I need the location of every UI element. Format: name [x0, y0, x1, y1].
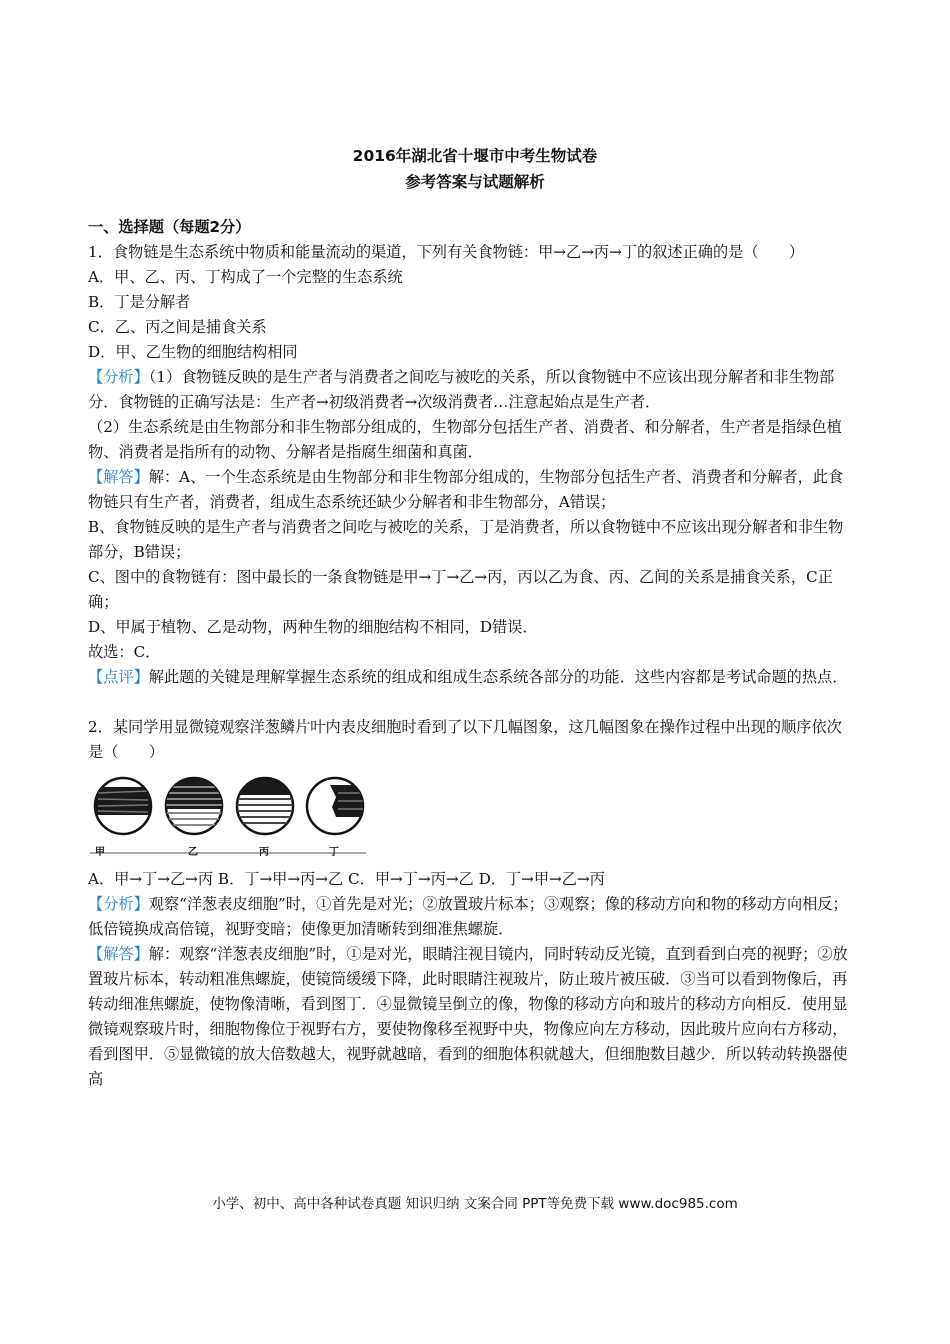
question-1-option-b: B．丁是分解者	[88, 293, 191, 311]
answer-text-a: 解：A、一个生态系统是由生物部分和非生物部分组成的，生物部分包括生产者、消费者和分解者，此食物链只有生产者，消费者，组成生态系统还缺少分解者和非生物部分，A错误；	[88, 468, 844, 511]
figure-label-2: 乙	[188, 847, 198, 858]
question-1-answer-d: D、甲属于植物、乙是动物，两种生物的细胞结构不相同，D错误．	[88, 618, 538, 636]
comment-tag: 【点评】	[88, 668, 149, 686]
question-1-choice: 故选：C．	[88, 643, 161, 661]
question-2-answer	[88, 942, 854, 1092]
spacer	[88, 690, 854, 715]
question-1-analysis	[88, 365, 854, 415]
question-2-stem: 2．某同学用显微镜观察洋葱鳞片叶内表皮细胞时看到了以下几幅图象，这几幅图象在操作过程中出现的顺序依次是（ ）	[88, 718, 842, 761]
question-1-option-a: A．甲、乙、丙、丁构成了一个完整的生态系统	[88, 268, 403, 286]
analysis-tag: 【分析】	[88, 368, 149, 386]
microscope-views-image	[90, 773, 366, 859]
figure-label-1: 甲	[95, 847, 105, 858]
question-1-analysis-2: （2）生态系统是由生物部分和非生物部分组成的，生物部分包括生产者、消费者、和分解者，生产者是指绿色植物、消费者是指所有的动物、分解者是指腐生细菌和真菌．	[88, 418, 842, 461]
question-1-answer-b: B、食物链反映的是生产者与消费者之间吃与被吃的关系，丁是消费者，所以食物链中不应该出现分解者和非生物部分，B错误；	[88, 518, 844, 561]
page-subtitle: 参考答案与试题解析	[405, 173, 545, 191]
microscope-figure	[90, 773, 366, 859]
question-1-option-c: C．乙、丙之间是捕食关系	[88, 318, 267, 336]
comment-text: 解此题的关键是理解掌握生态系统的组成和组成生态系统各部分的功能．这些内容都是考试命题的热点．	[148, 668, 848, 686]
page-footer: 小学、初中、高中各种试卷真题 知识归纳 文案合同 PPT等免费下载 www.doc985.com	[212, 1196, 738, 1212]
answer-text-2: 解：观察“洋葱表皮细胞”时，①是对光，眼睛注视目镜内，同时转动反光镜，直到看到白亮的视野；②放置玻片标本，转动粗准焦螺旋，使镜筒缓缓下降，此时眼睛注视玻片，防止玻片被压破．③当可以看到物像后，再转动细准焦螺旋，使物像清晰，看到图丁．④显微镜呈倒立的像，物像的移动方向和玻片的移动方向相反．使用显微镜观察玻片时，细胞物像位于视野右方，要使物像移至视野中央，物像应向左方移动，因此玻片应向右方移动，看到图甲．⑤显微镜的放大倍数越大，视野就越暗，看到的细胞体积就越大，但细胞数目越少．所以转动转换器使高	[88, 945, 848, 1088]
question-1-option-d: D．甲、乙生物的细胞结构相同	[88, 343, 298, 361]
question-2-analysis	[88, 892, 854, 942]
answer-tag: 【解答】	[88, 468, 149, 486]
question-1-answer-c: C、图中的食物链有：图中最长的一条食物链是甲→丁→乙→丙，丙以乙为食、丙、乙间的关系是捕食关系，C正确；	[88, 568, 833, 611]
analysis-text-1: （1）食物链反映的是生产者与消费者之间吃与被吃的关系，所以食物链中不应该出现分解者和非生物部分．食物链的正确写法是：生产者→初级消费者→次级消费者…注意起始点是生产者．	[88, 368, 835, 411]
document-body	[88, 215, 854, 1092]
figure-label-4: 丁	[329, 847, 339, 858]
section-heading: 一、选择题（每题2分）	[88, 218, 251, 236]
question-1-answer	[88, 465, 854, 515]
question-1-comment	[88, 665, 854, 690]
question-1-stem: 1．食物链是生态系统中物质和能量流动的渠道，下列有关食物链：甲→乙→丙→丁的叙述正确的是（ ）	[88, 243, 805, 261]
answer-tag-2: 【解答】	[88, 945, 149, 963]
figure-label-3: 丙	[259, 847, 269, 858]
analysis-text-2: 观察“洋葱表皮细胞”时，①首先是对光；②放置玻片标本；③观察；像的移动方向和物的移动方向相反；低倍镜换成高倍镜，视野变暗；使像更加清晰转到细准焦螺旋．	[88, 895, 848, 938]
question-2-options: A．甲→丁→乙→丙 B．丁→甲→丙→乙 C．甲→丁→丙→乙 D．丁→甲→乙→丙	[88, 870, 605, 888]
page-title: 2016年湖北省十堰市中考生物试卷	[352, 147, 598, 165]
analysis-tag-2: 【分析】	[88, 895, 149, 913]
